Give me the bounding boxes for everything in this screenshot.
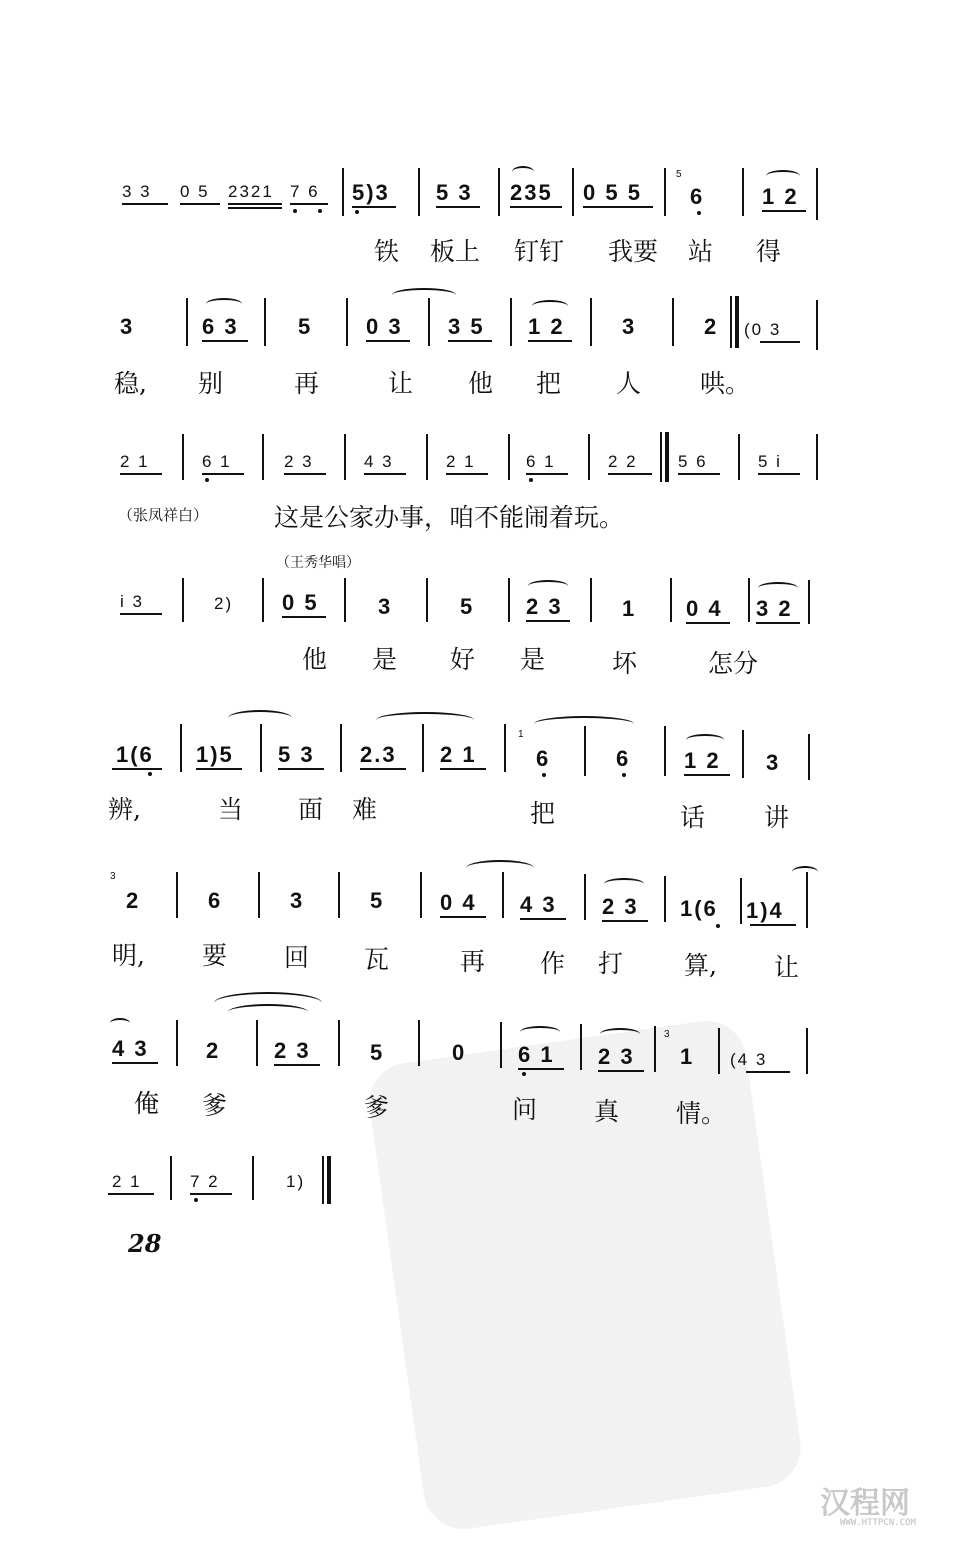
lyric: 人 <box>616 369 642 398</box>
lyric: 回 <box>284 943 310 972</box>
lyric: 算, <box>684 951 717 980</box>
note-group: (4 3 <box>730 1050 768 1069</box>
note-group: 0 5 <box>180 182 210 201</box>
note-group: 5 i <box>758 452 782 471</box>
lyric: 辨, <box>108 795 141 824</box>
note-group: 4 3 <box>520 892 557 917</box>
underline <box>284 473 326 475</box>
underline <box>436 206 480 208</box>
low-octave-dot <box>529 478 533 482</box>
lyric: 他 <box>468 369 494 398</box>
note-group: 5)3 <box>352 180 390 205</box>
low-octave-dot <box>522 1072 526 1076</box>
underline <box>746 1071 790 1073</box>
low-octave-dot <box>355 210 359 214</box>
barline <box>572 168 574 216</box>
barline <box>182 578 184 622</box>
underline <box>526 473 568 475</box>
underline <box>598 1070 644 1072</box>
note-group: 6 3 <box>202 314 239 339</box>
underline <box>120 473 162 475</box>
note-group: 1)4 <box>746 898 784 923</box>
barline <box>262 578 264 622</box>
lyric: 情。 <box>676 1099 727 1128</box>
underline <box>360 768 406 770</box>
note-group: 1) <box>286 1172 306 1191</box>
barline <box>580 1024 582 1070</box>
underline <box>190 1193 232 1195</box>
underline <box>440 916 486 918</box>
lyric: 打 <box>598 949 624 978</box>
note-group: 6 <box>536 746 551 771</box>
note-group: 2 1 <box>112 1172 142 1191</box>
note-group: 2 <box>206 1038 221 1063</box>
underline <box>290 203 328 205</box>
lyric: 让 <box>388 369 414 398</box>
note-group: 1 2 <box>684 748 721 773</box>
note-group: 7 6 <box>290 182 320 201</box>
barline <box>502 872 504 918</box>
barline <box>260 724 262 772</box>
low-octave-dot <box>542 773 546 777</box>
lyric: 把 <box>530 799 556 828</box>
barline <box>508 434 510 480</box>
lyric: 坏 <box>612 649 638 678</box>
barline <box>816 434 818 480</box>
slur <box>512 166 534 178</box>
slur <box>466 860 534 876</box>
barline <box>718 1028 720 1074</box>
note-group: 5 3 <box>278 742 315 767</box>
barline <box>186 298 188 346</box>
barline <box>180 724 182 772</box>
note-group: 6 <box>690 184 705 209</box>
barline <box>346 298 348 346</box>
underline <box>602 920 648 922</box>
lyric: 再 <box>460 947 486 976</box>
barline <box>510 298 512 346</box>
underline <box>583 206 653 208</box>
barline <box>426 434 428 480</box>
barline <box>816 168 818 220</box>
underline <box>440 768 486 770</box>
barline <box>500 1022 502 1068</box>
barline <box>344 578 346 622</box>
note-group: 0 5 <box>282 590 319 615</box>
note-group: 0 3 <box>366 314 403 339</box>
barline <box>182 434 184 480</box>
note-group: 3 <box>290 888 305 913</box>
low-octave-dot <box>318 209 322 213</box>
barline <box>738 434 740 480</box>
note-group: 2.3 <box>360 742 397 767</box>
note-group: 1)5 <box>196 742 234 767</box>
barline <box>806 872 808 928</box>
note-group: 2 1 <box>446 452 476 471</box>
lyric: 难 <box>352 795 378 824</box>
underline <box>196 768 242 770</box>
slur <box>532 300 568 312</box>
note-group: 5 <box>298 314 313 339</box>
page-number: 28 <box>128 1229 162 1258</box>
low-octave-dot <box>205 478 209 482</box>
spoken-line: 这是公家办事，咱不能闹着玩。 <box>274 503 625 532</box>
lyric: 我要 <box>608 237 659 266</box>
lyric: 再 <box>294 369 320 398</box>
note-group: 2) <box>214 594 234 613</box>
underline <box>202 340 248 342</box>
underline <box>750 924 796 926</box>
lyric: 真 <box>594 1097 620 1126</box>
lyric: 明, <box>112 941 145 970</box>
low-octave-dot <box>194 1198 198 1202</box>
lyric: 话 <box>680 803 706 832</box>
lyric: 是 <box>372 645 398 674</box>
note-group: 5 <box>460 594 475 619</box>
underline <box>528 340 572 342</box>
barline <box>338 1020 340 1066</box>
lyric: 稳, <box>114 369 147 398</box>
note-group: 0 5 5 <box>583 180 642 205</box>
note-group: 1(6 <box>680 896 718 921</box>
lyric: 得 <box>756 237 782 266</box>
underline <box>448 340 492 342</box>
repeat-barline <box>665 432 669 482</box>
low-octave-dot <box>697 211 701 215</box>
note-group: 5 <box>370 888 385 913</box>
barline <box>342 168 344 216</box>
slur <box>600 1028 640 1040</box>
lyric: 让 <box>774 953 800 982</box>
lyric: 爹 <box>364 1093 390 1122</box>
underline <box>686 622 730 624</box>
lyric: 哄。 <box>700 369 751 398</box>
barline <box>808 580 810 624</box>
barline <box>590 298 592 346</box>
slur <box>758 582 798 594</box>
underline <box>122 203 168 205</box>
note-group: (0 3 <box>744 320 782 339</box>
lyric: 面 <box>298 795 324 824</box>
barline <box>344 434 346 480</box>
barline <box>806 1028 808 1074</box>
underline <box>608 473 652 475</box>
underline <box>278 768 324 770</box>
note-group: 2 1 <box>120 452 150 471</box>
note-group: 235 <box>510 180 553 205</box>
barline <box>418 1020 420 1066</box>
barline <box>258 872 260 918</box>
note-group: 4 3 <box>112 1036 149 1061</box>
watermark-url: WWW.HTTPCN.COM <box>840 1518 916 1528</box>
note-group: 6 1 <box>202 452 232 471</box>
underline <box>228 203 282 205</box>
slur <box>376 712 474 728</box>
note-group: 2 <box>126 888 141 913</box>
barline <box>264 298 266 346</box>
lyric: 讲 <box>764 803 790 832</box>
barline <box>426 578 428 622</box>
slur <box>206 298 242 310</box>
underline <box>180 203 220 205</box>
lyric: 问 <box>512 1095 538 1124</box>
slur <box>792 866 818 878</box>
underline <box>526 620 570 622</box>
barline <box>420 872 422 918</box>
barline <box>170 1156 172 1200</box>
note-group: 6 1 <box>526 452 556 471</box>
note-group: 2 3 <box>274 1038 311 1063</box>
note-group: 2 3 <box>602 894 639 919</box>
low-octave-dot <box>293 209 297 213</box>
underline <box>202 473 244 475</box>
note-group: 2321 <box>228 182 274 201</box>
barline <box>340 724 342 772</box>
slur <box>528 580 568 592</box>
lyric: 别 <box>198 369 224 398</box>
underline <box>684 774 730 776</box>
repeat-barline <box>735 296 739 348</box>
note-group: 3 3 <box>122 182 152 201</box>
barline <box>256 1020 258 1066</box>
lyric: 当 <box>218 795 244 824</box>
note-group: 1 <box>680 1044 695 1069</box>
barline <box>322 1156 324 1204</box>
low-octave-dot <box>622 773 626 777</box>
barline <box>418 168 420 216</box>
note-group: 1 <box>622 596 637 621</box>
barline <box>590 578 592 622</box>
note-group: 5 <box>370 1040 385 1065</box>
underline <box>760 341 800 343</box>
barline <box>252 1156 254 1200</box>
note-group: 2 3 <box>598 1044 635 1069</box>
speaker-note: （张凤祥白） <box>118 506 209 524</box>
lyric: 要 <box>202 941 228 970</box>
note-group: 2 1 <box>440 742 477 767</box>
note-group: 6 <box>208 888 223 913</box>
barline <box>660 432 662 482</box>
note-group: 5 3 <box>436 180 473 205</box>
lyric: 是 <box>520 645 546 674</box>
barline <box>654 1026 656 1072</box>
barline <box>670 578 672 622</box>
barline <box>748 578 750 622</box>
note-group: 7 2 <box>190 1172 220 1191</box>
barline <box>176 1020 178 1066</box>
underline <box>352 206 396 208</box>
barline <box>664 876 666 922</box>
note-group: 4 3 <box>364 452 394 471</box>
watermark-site: 汉程网 <box>820 1486 910 1521</box>
barline <box>262 434 264 480</box>
slur <box>604 878 644 890</box>
note-group: 5 6 <box>678 452 708 471</box>
lyric: 铁 <box>374 237 400 266</box>
note-group: 3 <box>622 314 637 339</box>
lyric: 怎分 <box>708 649 759 678</box>
underline <box>446 473 488 475</box>
lyric: 好 <box>450 645 476 674</box>
note-group: 1 2 <box>528 314 565 339</box>
barline <box>730 296 732 348</box>
lyric: 作 <box>540 949 566 978</box>
underline <box>762 210 806 212</box>
underline <box>678 473 720 475</box>
grace-note: 3 <box>664 1029 670 1040</box>
lyric: 板上 <box>430 237 481 266</box>
barline <box>588 434 590 480</box>
note-group: 2 2 <box>608 452 638 471</box>
underline <box>756 622 800 624</box>
underline <box>518 1068 564 1070</box>
low-octave-dot <box>716 924 720 928</box>
barline <box>742 168 744 216</box>
barline <box>508 578 510 622</box>
lyric: 爹 <box>202 1091 228 1120</box>
underline <box>510 206 562 208</box>
barline <box>422 724 424 772</box>
note-group: 3 2 <box>756 596 793 621</box>
lyric: 站 <box>688 237 714 266</box>
lyric: 把 <box>536 369 562 398</box>
lyric: 瓦 <box>364 945 390 974</box>
watermark-stamp <box>364 1016 806 1534</box>
note-group: 1(6 <box>116 742 154 767</box>
note-group: 2 3 <box>284 452 314 471</box>
underline <box>120 613 162 615</box>
barline <box>584 726 586 776</box>
underline <box>364 473 406 475</box>
underline <box>274 1064 320 1066</box>
note-group: 6 1 <box>518 1042 555 1067</box>
underline <box>108 1193 154 1195</box>
barline <box>672 298 674 346</box>
slur <box>686 734 724 746</box>
note-group: i 3 <box>120 592 144 611</box>
barline <box>740 878 742 924</box>
singer-note: （王秀华唱） <box>276 555 360 571</box>
note-group: 2 3 <box>526 594 563 619</box>
note-group: 2 <box>704 314 719 339</box>
barline <box>176 872 178 918</box>
barline <box>504 724 506 772</box>
barline <box>664 726 666 776</box>
slur <box>228 1004 308 1020</box>
note-group: 3 <box>766 750 781 775</box>
note-group: 6 <box>616 746 631 771</box>
grace-note: 3 <box>110 871 116 882</box>
note-group: 3 <box>378 594 393 619</box>
barline <box>498 168 500 216</box>
underline <box>228 207 282 209</box>
lyric: 他 <box>302 645 328 674</box>
barline <box>742 730 744 778</box>
underline <box>112 1062 158 1064</box>
note-group: 1 2 <box>762 184 799 209</box>
barline <box>816 300 818 350</box>
barline <box>808 734 810 780</box>
underline <box>366 340 410 342</box>
note-group: 3 5 <box>448 314 485 339</box>
grace-note: 1 <box>518 729 524 740</box>
barline <box>584 874 586 920</box>
slur <box>766 170 800 182</box>
underline <box>758 473 800 475</box>
grace-note: 5 <box>676 169 682 180</box>
slur <box>110 1018 130 1028</box>
underline <box>520 918 566 920</box>
underline <box>282 616 326 618</box>
barline <box>338 872 340 918</box>
slur <box>392 288 456 302</box>
final-barline <box>327 1156 331 1204</box>
lyric: 俺 <box>134 1089 160 1118</box>
note-group: 3 <box>120 314 135 339</box>
note-group: 0 4 <box>440 890 477 915</box>
barline <box>664 168 666 216</box>
note-group: 0 <box>452 1040 467 1065</box>
note-group: 0 4 <box>686 596 723 621</box>
slur <box>520 1026 560 1038</box>
lyric: 钉钉 <box>514 237 565 266</box>
barline <box>428 298 430 346</box>
underline <box>112 768 162 770</box>
low-octave-dot <box>148 772 152 776</box>
